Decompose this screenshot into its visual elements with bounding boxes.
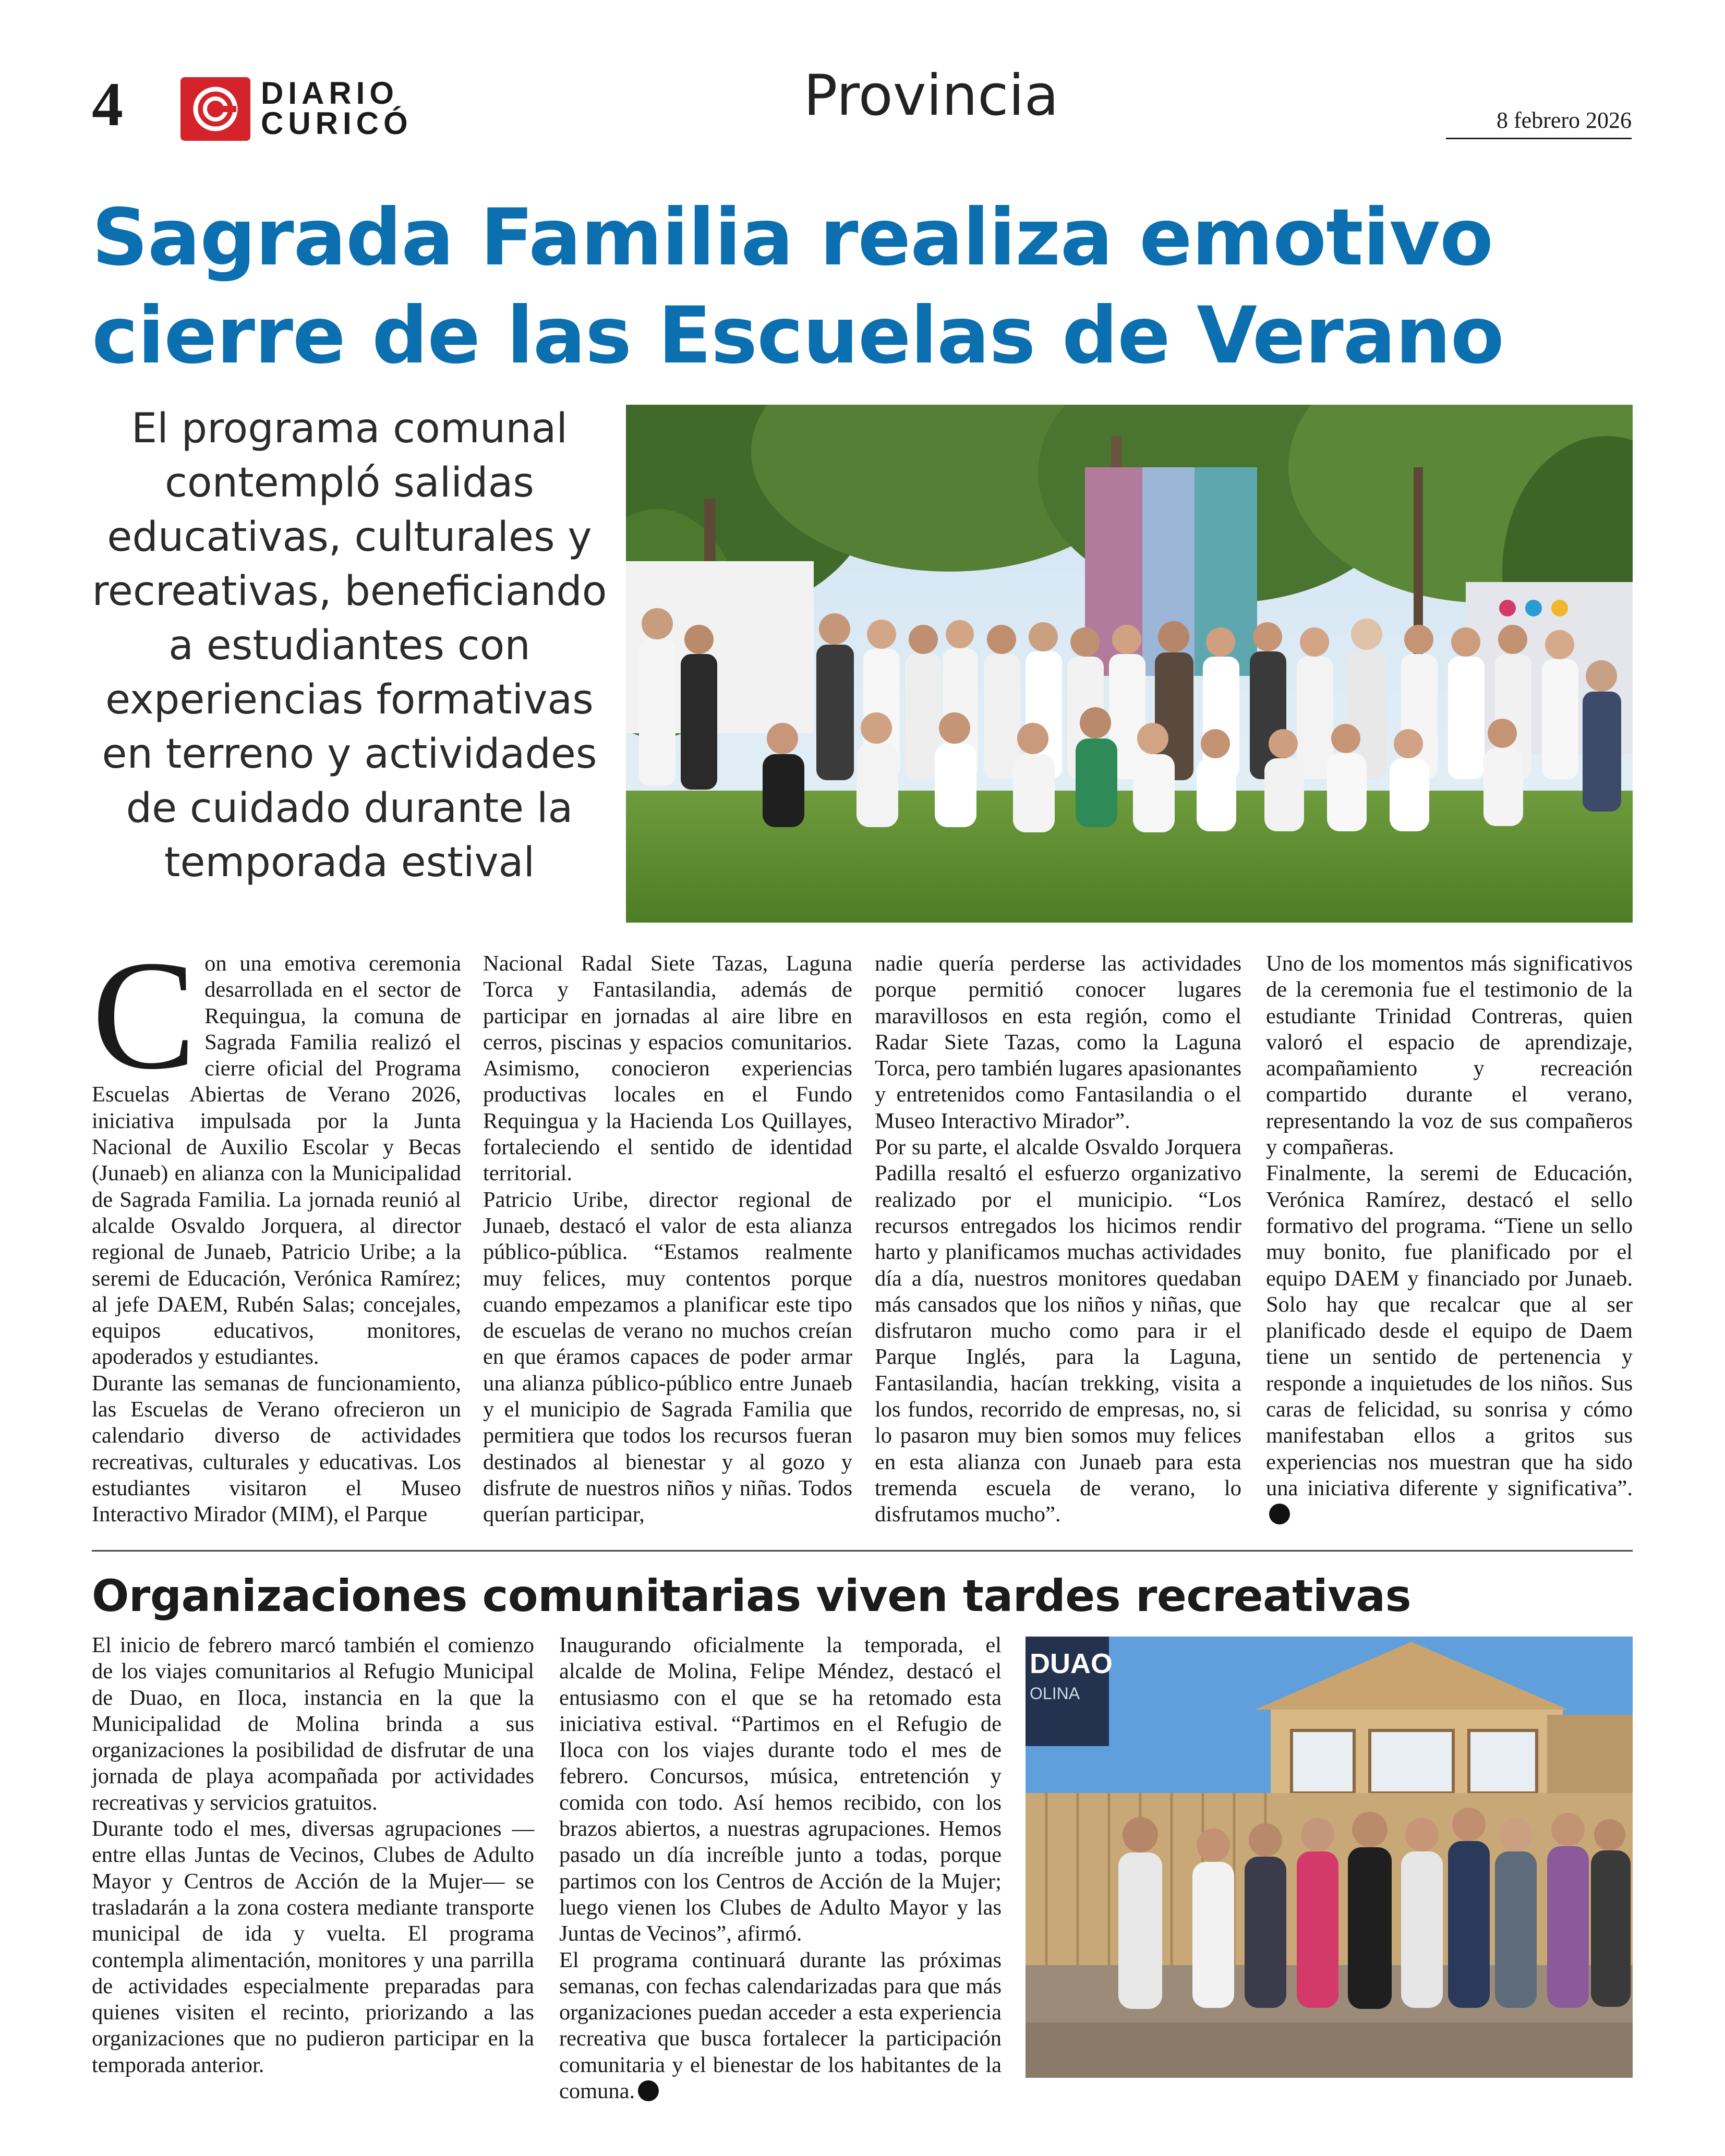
diario-curico-logo xyxy=(180,77,250,141)
date-underline xyxy=(1446,138,1632,139)
logo-mark-icon xyxy=(180,77,250,141)
main-story-column-1 xyxy=(92,928,461,1528)
paragraph: Por su parte, el alcalde Osvaldo Jorquera Padilla resaltó el esfuerzo organizativo realizado por el municipio. “Los recursos entregados los hicimos rendir harto y planificamos muchas actividades día a día, nuestros monitores quedaban más cansados que los niños y niñas, que disfrutaron mucho como para ir el Parque Inglés, para la Laguna, Fantasilandia, hacían trekking, visita a los fundos, recorrido de empresas, no, si lo pasaron muy bien somos muy felices en esta alianza con Junaeb para esta tremenda escuela de verano, lo disfrutamos mucho”. xyxy=(875,1135,1241,1527)
paragraph: Inaugurando oficialmente la temporada, el alcalde de Molina, Felipe Méndez, destacó el entusiasmo con el que se ha retomado esta iniciativa estival. “Partimos en el Refugio de Iloca con los viajes durante todo el mes de febrero. Concursos, música, entretención y comida con todo. Así hemos recibido, con los brazos abiertos, a nuestras agrupaciones. Hemos pasado un día increíble junto a todas, porque partimos con los Centros de Acción de la Mujer; luego vienen los Clubes de Adulto Mayor y las Juntas de Vecinos”, afirmó. xyxy=(559,1633,1002,1946)
group-photo-refugio-duao xyxy=(1026,1637,1633,2078)
drop-cap: C xyxy=(92,928,197,1101)
logo-line-2: CURICÓ xyxy=(261,106,413,141)
second-headline: Organizaciones comunitarias viven tardes recreativas xyxy=(92,1570,1412,1621)
paragraph: Nacional Radal Siete Tazas, Laguna Torca y Fantasilandia, además de participar en jornadas al aire libre en cerros, piscinas y espacios comunitarios. Asimismo, conocieron experiencias productivas locales en el Fundo Requingua y la Hacienda Los Quillayes, fortaleciendo el sentido de identidad territorial. xyxy=(483,951,852,1186)
second-story-column-1 xyxy=(92,1632,534,2078)
end-mark-icon xyxy=(1269,1504,1290,1524)
paragraph: on una emotiva ceremonia desarrollada en el sector de Requingua, la comuna de Sagrada Familia realizó el cierre oficial del Programa Escuelas Abiertas de Verano 2026, iniciativa impulsada por la Junta Nacional de Auxilio Escolar y Becas (Junaeb) en alianza con la Municipalidad de Sagrada Familia. La jornada reunió al alcalde Osvaldo Jorquera, al director regional de Junaeb, Patricio Uribe; a la seremi de Educación, Verónica Ramírez; al jefe DAEM, Rubén Salas; concejales, equipos educativos, monitores, apoderados y estudiantes. xyxy=(92,951,461,1370)
paragraph: nadie quería perderse las actividades porque permitió conocer lugares maravillosos en esta región, como el Radar Siete Tazas, como la Laguna Torca, pero también lugares apasionantes y entretenidos como Fantasilandia o el Museo Interactivo Mirador”. xyxy=(875,951,1241,1133)
section-divider xyxy=(92,1550,1633,1552)
paragraph: Durante las semanas de funcionamiento, las Escuelas de Verano ofrecieron un calendario diverso de actividades recreativas, culturales y educativas. Los estudiantes visitaron el Museo Interactivo Mirador (MIM), el Parque xyxy=(92,1371,461,1527)
logo-line-1: DIARIO xyxy=(261,76,399,111)
paragraph-text: El programa continuará durante las próximas semanas, con fechas calendarizadas para que más organizaciones puedan acceder a esta experiencia recreativa que busca fortalecer la participación comunitaria y el bienestar de los habitantes de la comuna. xyxy=(559,1947,1002,2104)
group-photo-escuelas-de-verano xyxy=(626,405,1633,923)
main-story-column-4 xyxy=(1266,951,1633,1528)
paragraph: El inicio de febrero marcó también el comienzo de los viajes comunitarios al Refugio Municipal de Duao, en Iloca, instancia en la que la Municipalidad de Molina brinda a sus organizaciones la posibilidad de disfrutar de una jornada de playa acompañada por actividades recreativas y servicios gratuitos. xyxy=(92,1633,534,1815)
paragraph-text: Finalmente, la seremi de Educación, Verónica Ramírez, destacó el sello formativo del programa. “Tiene un sello muy bonito, fue planificado por el equipo DAEM y financiado por Junaeb. Solo hay que recalcar que al ser planificado desde el equipo de Daem tiene un sentido de pertenencia y responde a inquietudes de los niños. Sus caras de felicidad, su sonrisa y cómo manifestaban ellos a gritos sus experiencias nos muestran que ha sido una iniciativa diferente y significativa”. xyxy=(1266,1161,1633,1500)
main-story-column-3 xyxy=(875,951,1241,1528)
paragraph: Durante todo el mes, diversas agrupaciones —entre ellas Juntas de Vecinos, Clubes de Adulto Mayor y Centros de Acción de la Mujer— se trasladarán a la zona costera mediante transporte municipal de ida y vuelta. El programa contempla alimentación, monitores y una parrilla de actividades especialmente preparadas para quienes visiten el recinto, priorizando a las organizaciones que no pudieron participar en la temporada anterior. xyxy=(92,1816,534,2077)
section-title: Provincia xyxy=(803,63,1059,128)
main-headline: Sagrada Familia realiza emotivo cierre de las Escuelas de Verano xyxy=(92,192,1504,381)
page-number: 4 xyxy=(92,69,123,139)
paragraph-final xyxy=(559,1947,1002,2105)
sign-line-2: OLINA xyxy=(1030,1684,1080,1703)
paragraph: Patricio Uribe, director regional de Junaeb, destacó el valor de esta alianza público-pública. “Estamos realmente muy felices, muy contentos porque cuando empezamos a planificar este tipo de escuelas de verano no muchos creían en que éramos capaces de poder armar una alianza público-público entre Junaeb y el municipio de Sagrada Familia que permitiera que todos los recursos fueran destinados al bienestar y al gozo y disfrute de nuestros niños y niñas. Todos querían participar, xyxy=(483,1187,852,1527)
end-mark-icon xyxy=(638,2080,659,2101)
sign-line-1: DUAO xyxy=(1030,1648,1113,1679)
main-deck: El programa comunal contempló salidas educativas, culturales y recreativas, beneficiando a estudiantes con experiencias formativas en terreno y actividades de cuidado durante la temporada estival xyxy=(92,405,607,886)
issue-date: 8 febrero 2026 xyxy=(1496,107,1632,133)
second-story-column-2 xyxy=(559,1632,1002,2104)
logo-wordmark xyxy=(261,78,413,139)
main-story-column-2 xyxy=(483,951,852,1528)
paragraph: Uno de los momentos más significativos de la ceremonia fue el testimonio de la estudiante Trinidad Contreras, quien valoró el espacio de aprendizaje, acompañamiento y recreación compartido durante el verano, representando la voz de sus compañeros y compañeras. xyxy=(1266,951,1633,1160)
paragraph-final xyxy=(1266,1160,1633,1528)
